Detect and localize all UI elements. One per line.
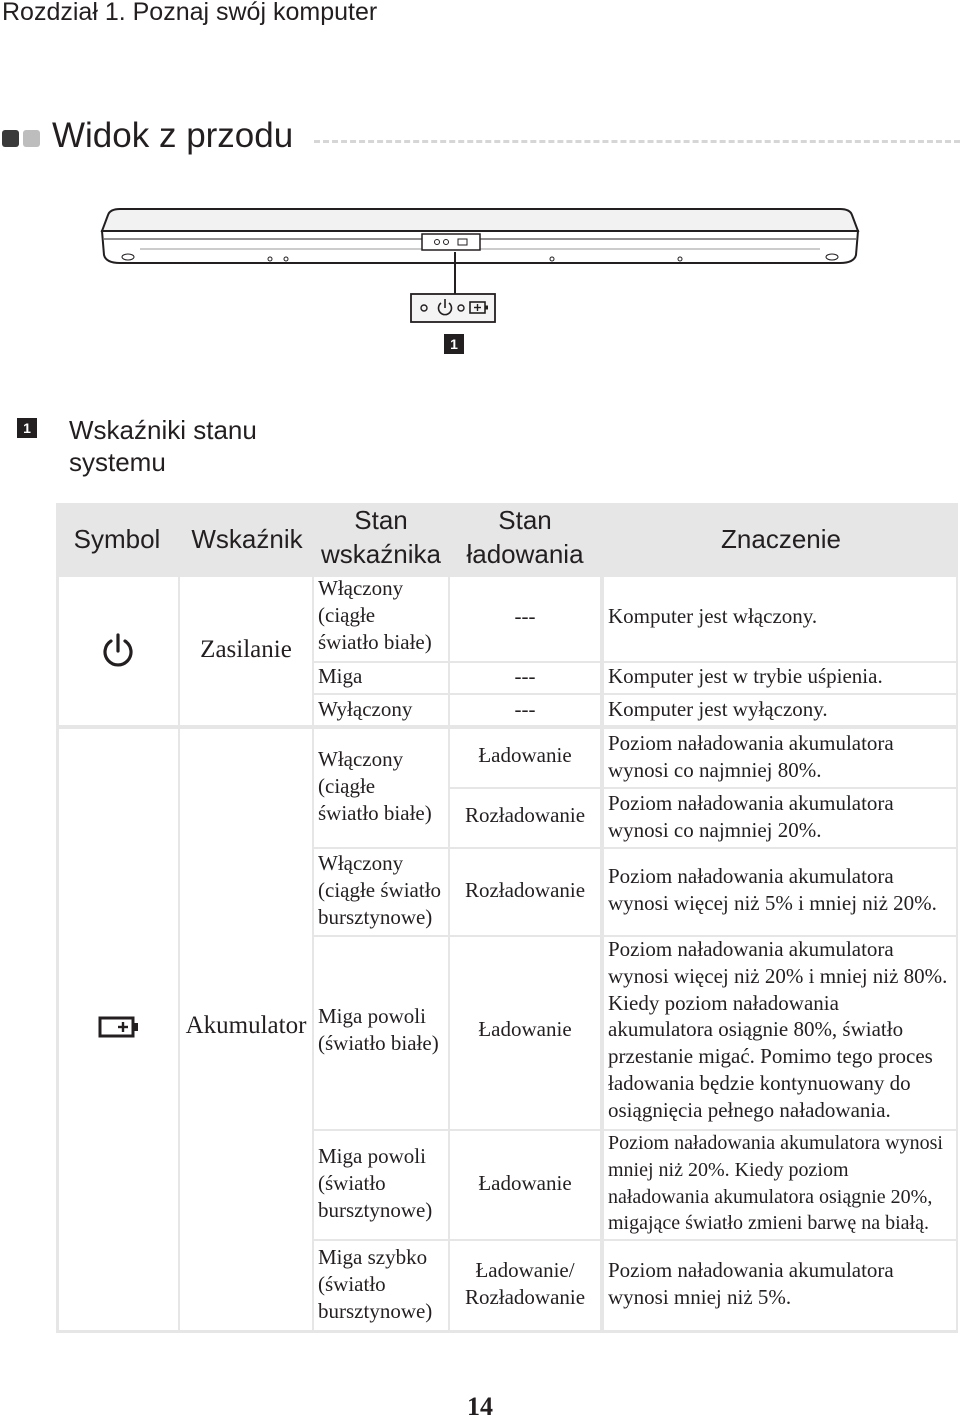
state-text: Włączony	[318, 576, 404, 600]
chapter-title: Rozdział 1. Poznaj swój komputer	[2, 0, 378, 26]
state-text: (ciągłe	[318, 602, 376, 627]
meaning-line: Poziom naładowania akumulatora	[608, 937, 894, 961]
section-bullet-icon	[0, 128, 44, 148]
meaning-line: osiągnięcia pełnego naładowania.	[608, 1097, 891, 1122]
state-text: (światło	[318, 1271, 386, 1296]
charge-text: Ładowanie/	[475, 1258, 575, 1282]
meaning-line: mniej niż 20%. Kiedy poziom	[608, 1158, 849, 1181]
power-state-blink: Miga	[318, 664, 363, 688]
header-text: ładowania	[466, 539, 584, 569]
meaning-line: wynosi więcej niż 5% i mniej niż 20%.	[608, 890, 937, 915]
section-divider	[314, 140, 960, 143]
power-state-off: Wyłączony	[318, 697, 413, 721]
section-title: Widok z przodu	[52, 116, 294, 155]
meaning-line: naładowania akumulatora osiągnie 20%,	[608, 1185, 933, 1208]
meaning-line: Poziom naładowania akumulatora	[608, 791, 894, 815]
state-text: bursztynowe)	[318, 1197, 433, 1222]
laptop-front-view	[90, 205, 870, 275]
charge-text: Rozładowanie	[464, 1284, 586, 1309]
header-text: wskaźnika	[321, 539, 441, 569]
header-meaning: Znaczenie	[721, 524, 841, 554]
battery-state-amber-fast	[318, 1244, 432, 1324]
battery-icon	[98, 1015, 140, 1039]
header-symbol: Symbol	[73, 524, 161, 554]
meaning-line: Poziom naładowania akumulatora	[608, 731, 894, 755]
state-text: Włączony	[318, 747, 404, 771]
battery-charge-label: Ładowanie	[478, 1017, 572, 1041]
battery-state-amber-slow	[318, 1143, 432, 1223]
power-charge-blink: ---	[514, 664, 536, 688]
header-text: Stan	[354, 505, 408, 535]
meaning-line: Poziom naładowania akumulatora	[608, 1258, 894, 1282]
battery-meaning-text	[608, 936, 947, 1124]
battery-state-white-blink	[318, 1003, 439, 1057]
battery-meaning-text	[608, 730, 894, 784]
state-text: bursztynowe)	[318, 904, 433, 929]
state-text: (ciągłe światło	[318, 877, 442, 902]
item-title-line: Wskaźniki stanu	[69, 415, 257, 445]
item-number: 1	[17, 418, 37, 438]
meaning-line: Kiedy poziom naładowania	[608, 990, 839, 1015]
state-text: światło białe)	[318, 800, 432, 825]
meaning-line: akumulatora osiągnie 80%, światło	[608, 1017, 904, 1042]
state-text: (ciągłe	[318, 773, 376, 798]
item-title-line: systemu	[69, 447, 166, 477]
battery-state-white-on	[318, 746, 432, 826]
battery-state-amber-on	[318, 850, 441, 930]
meaning-line: migające światło zmieni barwę na białą.	[608, 1212, 929, 1235]
power-state-on	[318, 575, 432, 655]
power-charge-off: ---	[514, 697, 536, 721]
status-table	[56, 503, 958, 1333]
state-text: Miga powoli	[318, 1004, 426, 1028]
state-text: światło białe)	[318, 629, 432, 654]
header-charge-state	[450, 503, 600, 575]
callout-leader-line	[454, 252, 456, 296]
meaning-line: ładowania będzie kontynuowany do	[608, 1070, 911, 1095]
battery-charge-label: Rozładowanie	[464, 878, 586, 902]
power-meaning-blink: Komputer jest w trybie uśpienia.	[608, 664, 883, 688]
battery-meaning-text	[608, 863, 937, 917]
battery-charge-label: Ładowanie	[478, 1171, 572, 1195]
power-meaning-off: Komputer jest wyłączony.	[608, 697, 828, 721]
power-icon	[101, 633, 135, 669]
header-indicator-state	[314, 503, 448, 575]
state-text: bursztynowe)	[318, 1298, 433, 1323]
state-text: Włączony	[318, 851, 404, 875]
meaning-line: Poziom naładowania akumulatora wynosi	[608, 1132, 943, 1154]
power-meaning-on: Komputer jest włączony.	[608, 604, 818, 628]
state-text: (światło białe)	[318, 1030, 439, 1055]
meaning-line: Poziom naładowania akumulatora	[608, 864, 894, 888]
meaning-line: wynosi co najmniej 20%.	[608, 817, 822, 842]
battery-charge-label: Rozładowanie	[464, 803, 586, 827]
state-text: Miga powoli	[318, 1144, 426, 1168]
battery-meaning-text	[608, 1257, 894, 1311]
power-charge-on: ---	[514, 604, 536, 628]
battery-charge-label	[450, 1257, 600, 1311]
battery-meaning-text	[608, 790, 894, 844]
page-number: 14	[467, 1392, 493, 1421]
battery-indicator-label: Akumulator	[185, 1012, 307, 1039]
meaning-line: przestanie migać. Pomimo tego proces	[608, 1044, 933, 1069]
indicator-closeup	[410, 293, 496, 323]
power-indicator-label: Zasilanie	[200, 636, 292, 663]
battery-meaning-text	[608, 1130, 943, 1237]
battery-charge-label: Ładowanie	[478, 743, 572, 767]
header-text: Stan	[498, 505, 552, 535]
figure-callout-number: 1	[444, 334, 464, 354]
meaning-line: wynosi więcej niż 20% i mniej niż 80%.	[608, 963, 948, 988]
state-text: Miga szybko	[318, 1245, 428, 1269]
state-text: (światło	[318, 1170, 386, 1195]
meaning-line: wynosi co najmniej 80%.	[608, 757, 822, 782]
meaning-line: wynosi mniej niż 5%.	[608, 1284, 792, 1309]
item-title	[69, 414, 257, 478]
header-indicator: Wskaźnik	[191, 524, 303, 554]
